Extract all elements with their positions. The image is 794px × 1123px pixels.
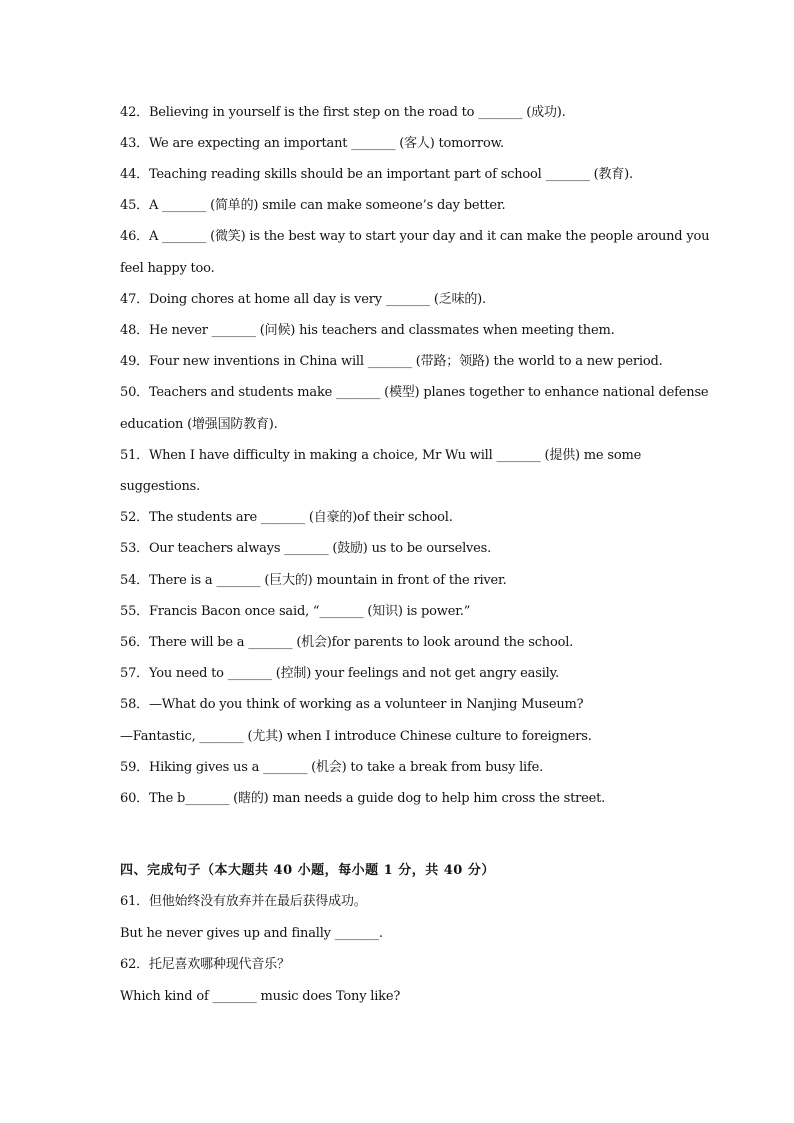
question-58: 58．—What do you think of working as a volunteer in Nanjing Museum? xyxy=(120,697,584,712)
question-49: 49．Four new inventions in China will _______ (带路；领路) the world to a new period. xyxy=(120,354,663,369)
question-61-chinese: 61．但他始终没有放弃并在最后获得成功。 xyxy=(120,894,367,909)
question-56: 56．There will be a _______ (机会)for parents to look around the school. xyxy=(120,635,574,650)
section-heading: 四、完成句子（本大题共 40 小题，每小题 1 分，共 40 分） xyxy=(120,863,495,878)
question-48: 48．He never _______ (问候) his teachers and classmates when meeting them. xyxy=(120,323,615,338)
question-62-chinese: 62．托尼喜欢哪种现代音乐？ xyxy=(120,957,290,972)
question-50-continuation: education (增强国防教育). xyxy=(120,417,278,432)
question-55: 55．Francis Bacon once said, “_______ (知识) is power.” xyxy=(120,604,471,619)
question-60: 60．The b_______ (瞎的) man needs a guide dog to help him cross the street. xyxy=(120,791,606,806)
question-45: 45．A _______ (简单的) smile can make someone’s day better. xyxy=(120,198,506,213)
question-62-english: Which kind of _______ music does Tony like? xyxy=(120,989,401,1004)
question-52: 52．The students are _______ (自豪的)of their school. xyxy=(120,510,453,525)
question-42: 42．Believing in yourself is the first step on the road to _______ (成功). xyxy=(120,105,566,120)
question-53: 53．Our teachers always _______ (鼓励) us to be ourselves. xyxy=(120,541,492,556)
question-43: 43．We are expecting an important _______ (客人) tomorrow. xyxy=(120,136,504,151)
question-51-continuation: suggestions. xyxy=(120,479,201,494)
question-51: 51．When I have difficulty in making a choice, Mr Wu will _______ (提供) me some xyxy=(120,448,642,463)
question-59: 59．Hiking gives us a _______ (机会) to take a break from busy life. xyxy=(120,760,544,775)
question-58-answer: —Fantastic, _______ (尤其) when I introduce Chinese culture to foreigners. xyxy=(120,729,592,744)
question-46: 46．A _______ (微笑) is the best way to start your day and it can make the people around you xyxy=(120,229,710,244)
question-50: 50．Teachers and students make _______ (模型) planes together to enhance national defense xyxy=(120,385,709,400)
question-47: 47．Doing chores at home all day is very _______ (乏味的). xyxy=(120,292,486,307)
question-44: 44．Teaching reading skills should be an important part of school _______ (教育). xyxy=(120,167,633,182)
question-46-continuation: feel happy too. xyxy=(120,261,215,276)
question-61-english: But he never gives up and finally _______. xyxy=(120,926,383,941)
question-54: 54．There is a _______ (巨大的) mountain in front of the river. xyxy=(120,573,507,588)
question-57: 57．You need to _______ (控制) your feelings and not get angry easily. xyxy=(120,666,559,681)
